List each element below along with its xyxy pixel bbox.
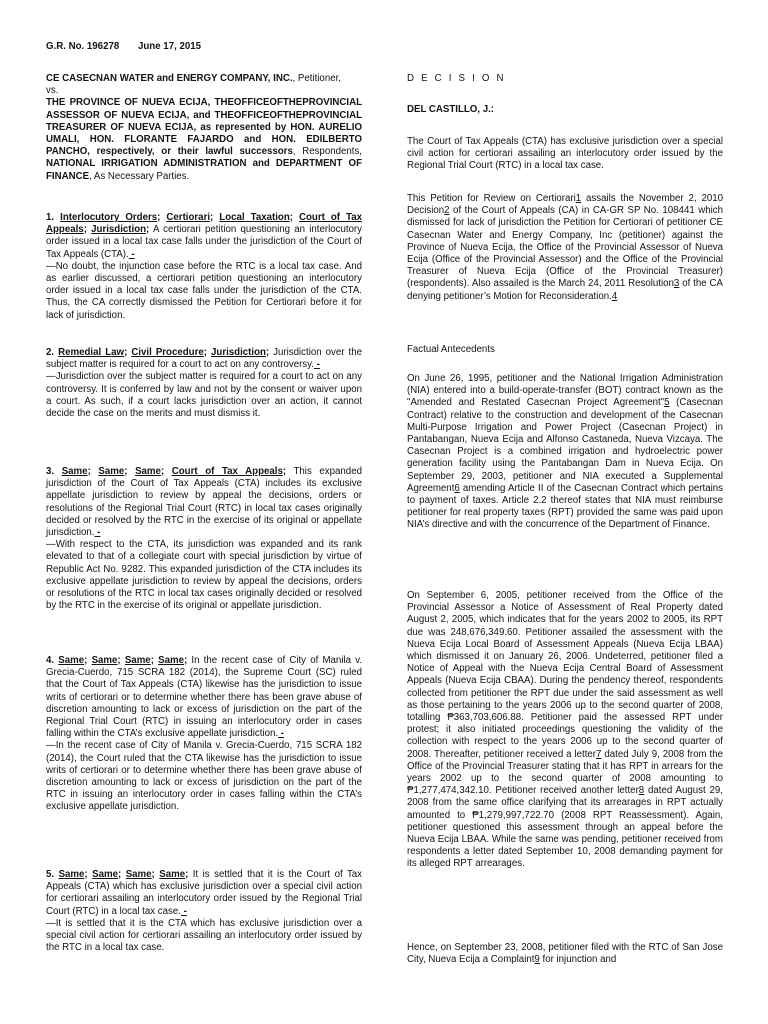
footnote-link[interactable]: 7 [596, 748, 602, 760]
syllabus-5: 5. Same; Same; Same; Same; It is settled that it is the Court of Tax Appeals (CTA) which has exclusive jurisdiction over a special civil action for certiorari assailing an interlocutory order issued by the Regional Trial Court (RTC) in a local tax case. - —It is settled that it is the CTA which has exclusive jurisdiction over a special civil action for certiorari assailing an interlocutory order issued by the RTC in a local tax case. [46, 869, 363, 954]
syllabus-1: 1. Interlocutory Orders; Certiorari; Local Taxation; Court of Tax Appeals; Jurisdiction; A certiorari petition questioning an interlocutory order issued in a local tax case falls under the jurisdiction of the Court of Tax Appeals (CTA). - —No doubt, the injunction case before the RTC is a local tax case. And as earlier discussed, a certiorari petition questioning an interlocutory order issued in a local tax case falls under the jurisdiction of the CTA. Thus, the CA correctly dismissed the Petition for Certiorari before it for lack of jurisdiction. [46, 212, 363, 321]
syllabus-3: 3. Same; Same; Same; Court of Tax Appeals; This expanded jurisdiction of the Court of Tax Appeals (CTA) includes its exclusive appellate jurisdiction to review by appeal the decisions, orders or resolutions of the Regional Trial Court (RTC) in local tax cases originally decided or resolved by the RTC in the exercise of its original or appellate jurisdiction. - —With respect to the CTA, its jurisdiction was expanded and its rank elevated to that of a collegiate court with special jurisdiction by virtue of Republic Act No. 9282. This expanded jurisdiction of the CTA includes its exclusive appellate jurisdiction to review by appeal the decisions, orders or resolutions of the RTC in local tax cases originally decided or resolved by the RTC in the exercise of its original or appellate jurisdiction. [46, 466, 362, 612]
facts-paragraph-1: On June 26, 1995, petitioner and the National Irrigation Administration (NIA) entered into a build-operate-transfer (BOT) contract known as the "Amended and Restated Casecnan Project Agreement"5 (Casecnan Contract) relative to the construction and development of the Casecnan Multi-Purpose Irrigation and Power Project (Casecnan Project) in Pantabangan, Nueva Ecija and Alfonso Castaneda, Nueva Vizcaya. The Casecnan Project is a combined irrigation and hydroelectric power generation facility using the Pantabangan Dam in Nueva Ecija. On September 29, 2003, petitioner and NIA executed a Supplemental Agreement6 amending Article II of the Casecnan Contract which pertains to payment of taxes. Article 2.2 thereof states that NIA must reimburse petitioner for real property taxes (RPT) provided the same was paid upon NIA’s directive and with the concurrence of the Department of Finance. [407, 373, 723, 531]
factual-antecedents-heading: Factual Antecedents [407, 344, 495, 355]
case-header [46, 41, 362, 53]
versus-label: vs. [46, 85, 59, 97]
footnote-link[interactable]: 4 [611, 290, 618, 302]
intro-paragraph: The Court of Tax Appeals (CTA) has exclusive jurisdiction over a special civil action for certiorari assailing an interlocutory order issued by the Regional Trial Court (RTC) in a local tax case. [407, 136, 723, 172]
respondents-names: THE PROVINCE OF NUEVA ECIJA, THEOFFICEOFTHEPROVINCIAL ASSESSOR OF NUEVA ECIJA, and THEOFFICEOFTHEPROVINCIAL TREASURER OF NUEVA ECIJA, as represented by HON. AURELIO UMALI, HON. FLORANTE FAJARDO and HON. EDILBERTO PANCHO, respectively, or their lawful successors [46, 97, 362, 158]
ponente: DEL CASTILLO, J.: [407, 104, 495, 115]
footnote-link[interactable]: 1 [575, 193, 582, 204]
footnote-link[interactable]: 5 [664, 397, 670, 409]
footnote-link[interactable]: 3 [673, 278, 680, 290]
footnote-link[interactable]: 8 [638, 785, 645, 797]
case-caption: CE CASECNAN WATER and ENERGY COMPANY, INC., Petitioner, vs. THE PROVINCE OF NUEVA ECIJA, THEOFFICEOFTHEPROVINCIAL ASSESSOR OF NUEVA ECIJA, and THEOFFICEOFTHEPROVINCIAL TREASURER OF NUEVA ECIJA, as represented by HON. AURELIO UMALI, HON. FLORANTE FAJARDO and HON. EDILBERTO PANCHO, respectively, or their lawful successors, Respondents, NATIONAL IRRIGATION ADMINISTRATION and DEPARTMENT OF FINANCE, As Necessary Parties. [46, 73, 362, 182]
decision-heading: D E C I S I O N [407, 73, 506, 84]
decision-date: June 17, 2015 [138, 41, 202, 52]
syllabus-2: 2. Remedial Law; Civil Procedure; Jurisdiction; Jurisdiction over the subject matter is required for a court to act on any controversy. - —Jurisdiction over the subject matter is required for a court to act on any controversy. It is conferred by law and not by the consent or waiver upon a court. As such, if a court lacks jurisdiction over an action, it cannot decide the case on the merits and must dismiss it. [46, 347, 363, 420]
footnote-link[interactable]: 6 [454, 482, 460, 494]
footnote-link[interactable]: 9 [534, 954, 540, 966]
syllabus-4: 4. Same; Same; Same; Same; In the recent case of City of Manila v. Grecia-Cuerdo, 715 SCRA 182 (2014), the Supreme Court (SC) ruled that the Court of Tax Appeals (CTA) likewise has the jurisdiction to issue writs of certiorari or to determine whether there has been grave abuse of discretion amounting to lack or excess of jurisdiction on the part of the Regional Trial Court (RTC) in issuing an interlocutory order in cases falling within the CTA’s exclusive appellate jurisdiction. - —In the recent case of City of Manila v. Grecia-Cuerdo, 715 SCRA 182 (2014), the Court ruled that the CTA likewise has the jurisdiction to issue writs of certiorari or to determine whether there has been grave abuse of discretion amounting to lack or excess of jurisdiction on the part of the RTC in issuing an interlocutory order in cases falling within the CTA’s exclusive appellate jurisdiction. [46, 655, 363, 813]
footnote-link[interactable]: 2 [444, 205, 450, 217]
facts-paragraph-2: On September 6, 2005, petitioner received from the Office of the Provincial Assessor a Notice of Assessment of Real Property dated August 2, 2005, which indicates that for the years 2002 to 2005, its RPT due was 248,676,349.60. Petitioner assailed the assessment with the Nueva Ecija Local Board of Assessment Appeals (Nueva Ecija LBAA) which dismissed it on January 26, 2006. Undeterred, petitioner filed a Notice of Appeal with the Nueva Ecija Central Board of Assessment Appeals (Nueva Ecija CBAA). During the pendency thereof, respondents collected from petitioner the RPT due under the said assessment as well as those pertaining to the years 2006 up to the second quarter of 2008, totalling ₱363,703,606.88. Petitioner paid the assessed RPT under protest; it also initiated proceedings questioning the validity of the collection with respect to the years 2006 up to the second quarter of 2008. Thereafter, petitioner received a letter7 dated July 9, 2008 from the Office of the Provincial Treasurer stating that it has RPT in arrears for the years 2002 up to the second quarter of 2008 amounting to ₱1,277,474,342.10. Petitioner received another letter8 dated August 29, 2008 from the same office clarifying that its arrearages in RPT actually amounted to ₱1,279,997,722.70 (2008 RPT Reassessment). Again, petitioner questioned this assessment through an appeal before the Nueva Ecija LBAA. While the same was pending, petitioner received from respondents a letter dated September 10, 2008 demanding payment for its alleged RPT arrearages. [407, 590, 723, 870]
necessary-parties: NATIONAL IRRIGATION ADMINISTRATION and DEPARTMENT OF FINANCE [46, 158, 362, 182]
facts-paragraph-3: Hence, on September 23, 2008, petitioner filed with the RTC of San Jose City, Nueva Ecija a Complaint9 for injunction and [407, 942, 723, 966]
gr-number: G.R. No. 196278 [46, 41, 120, 52]
petitioner-name: CE CASECNAN WATER and ENERGY COMPANY, INC. [46, 73, 293, 84]
petition-paragraph: This Petition for Review on Certiorari1 assails the November 2, 2010 Decision2 of the Court of Appeals (CA) in CA-GR SP No. 108441 which dismissed for lack of jurisdiction the Petition for Certiorari of petitioner CE Casecnan Water and Energy Company, Inc (petitioner) against the Province of Nueva Ecija, the Office of the Provincial Assessor of Nueva Ecija (Office of the Provincial Assessor) and the Office of the Provincial Treasurer of Nueva Ecija (Office of the Provincial Treasurer) (respondents). Also assailed is the March 24, 2011 Resolution3 of the CA denying petitioner’s Motion for Reconsideration.4 [407, 193, 723, 302]
